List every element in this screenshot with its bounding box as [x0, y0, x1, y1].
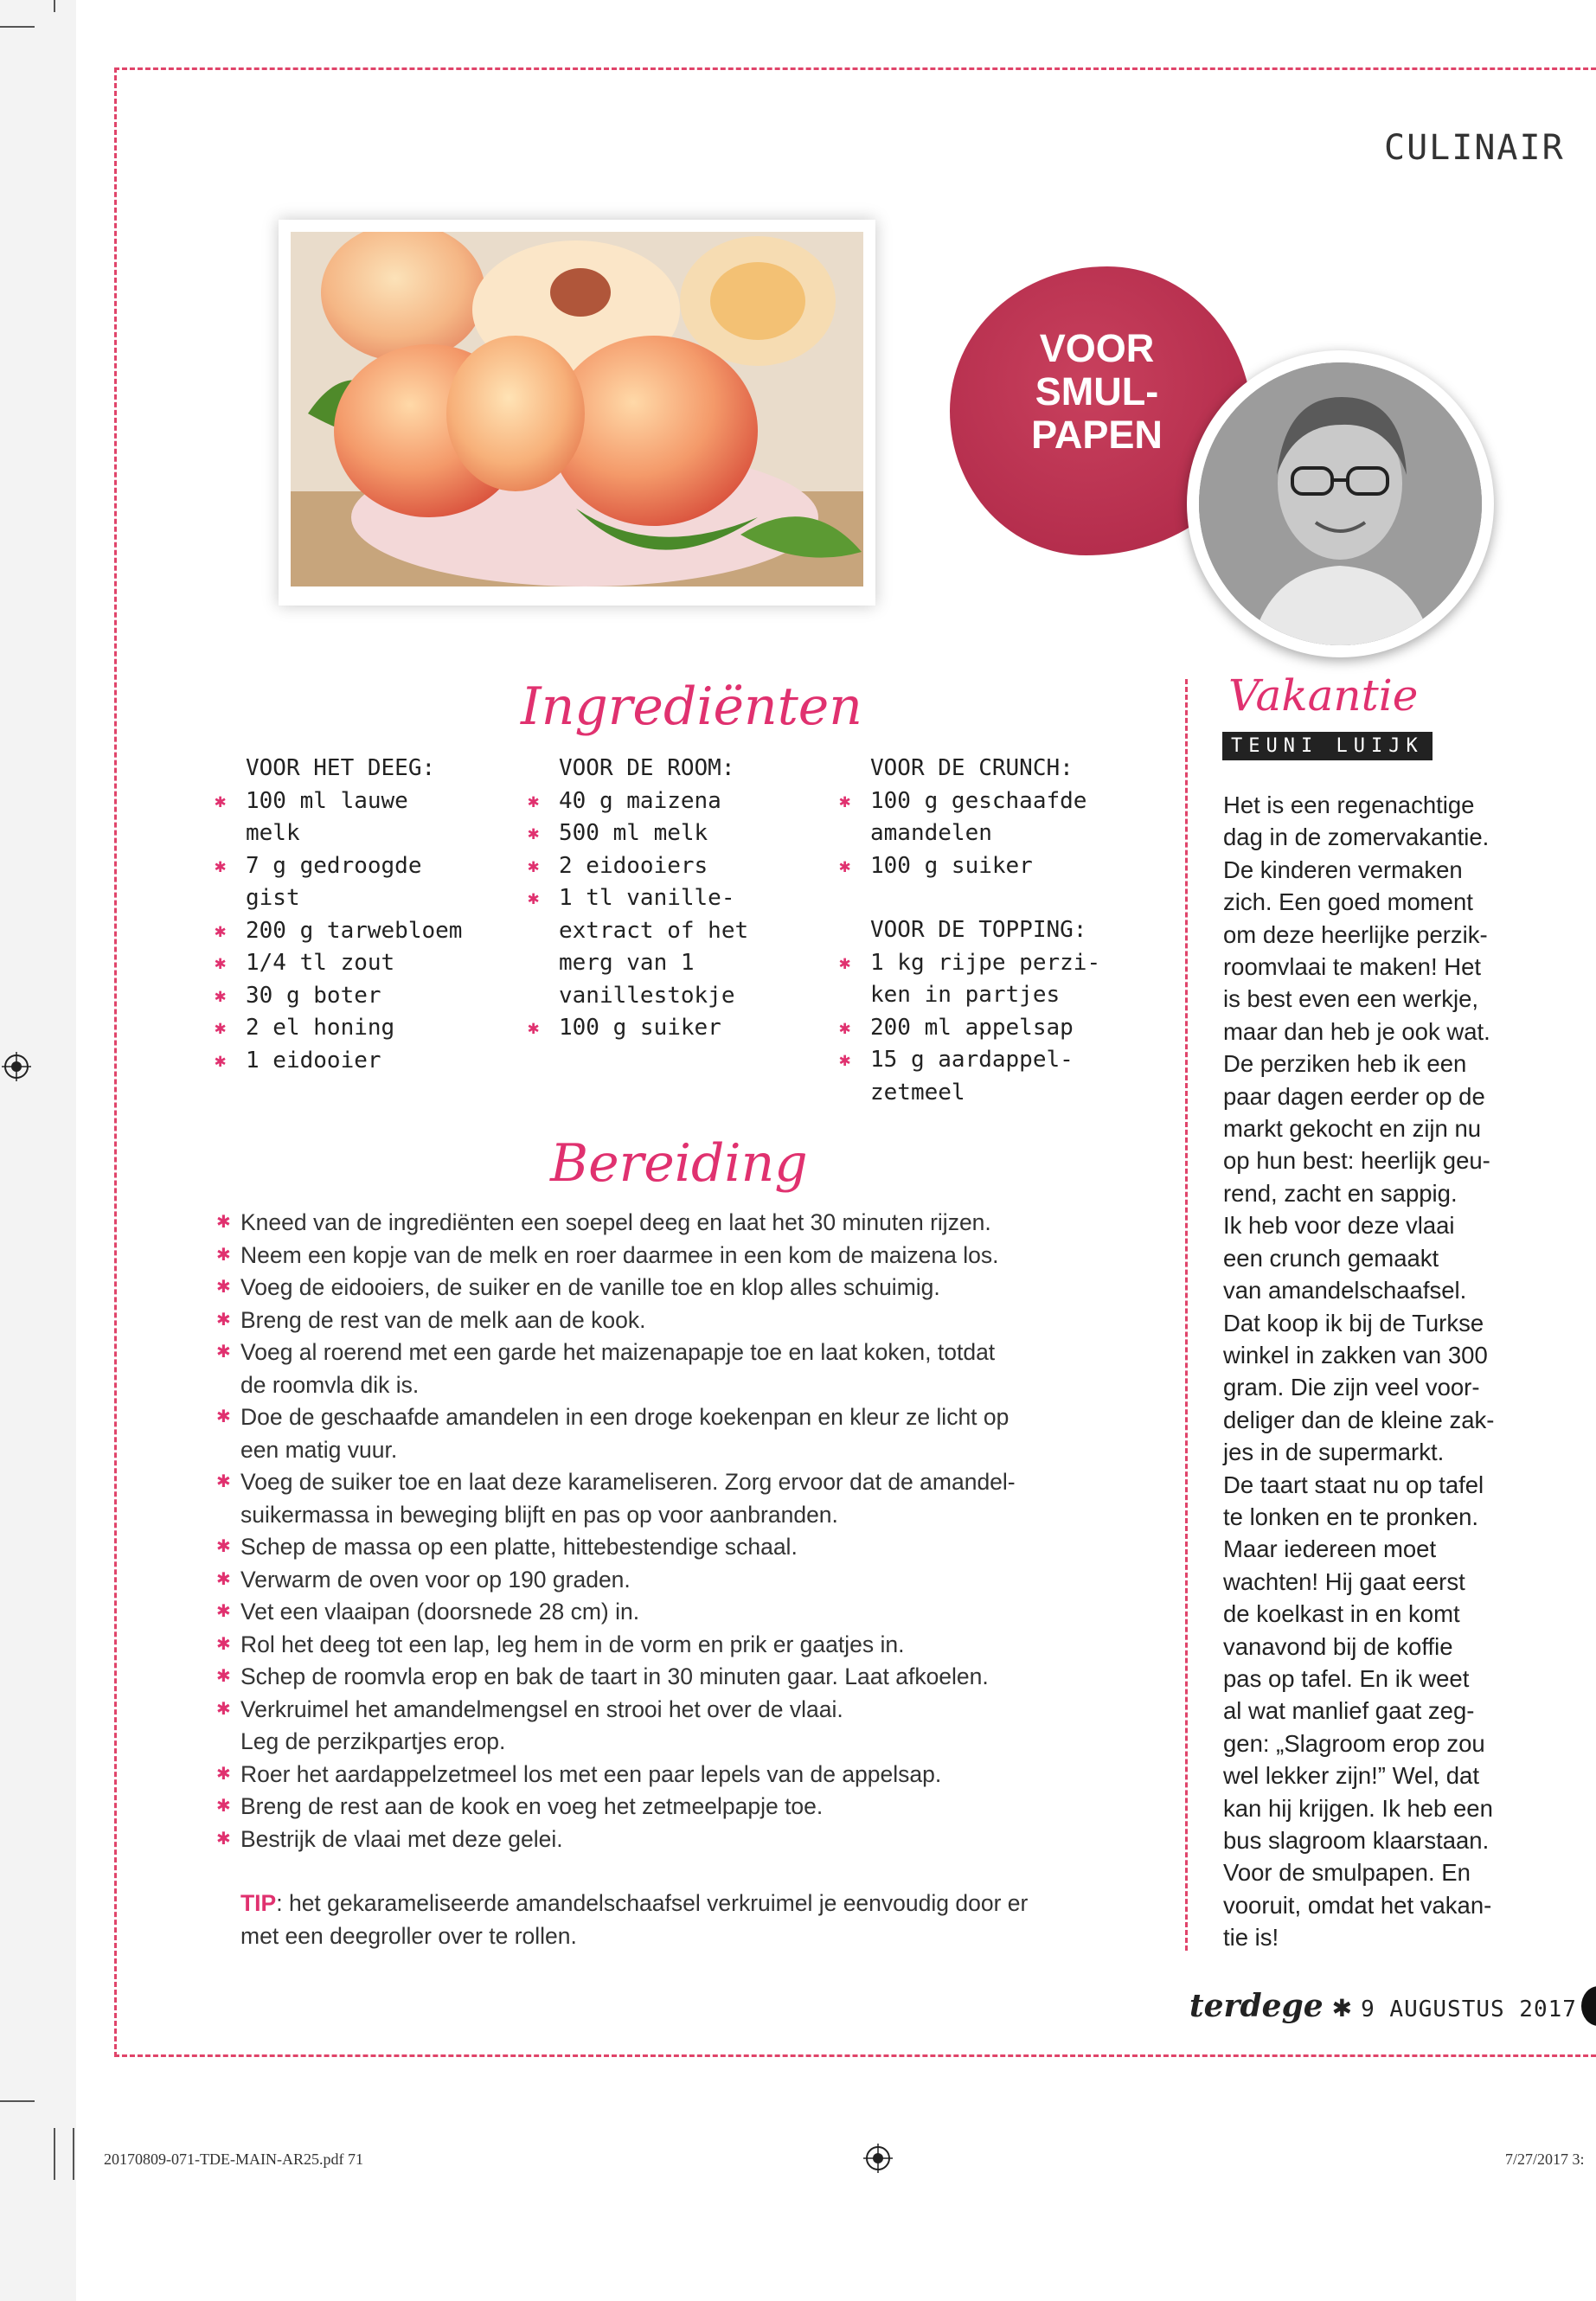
ingredient-line: ✱ 1 tl vanille- — [559, 885, 735, 911]
column-line: gen: „Slagroom erop zou — [1223, 1729, 1485, 1757]
ingredients-subheading: VOOR HET DEEG: — [246, 755, 436, 781]
preparation-step-line: ✱ Verkruimel het amandelmengsel en strooi het over de vlaai. — [240, 1695, 843, 1722]
column-line: wel lekker zijn!” Wel, dat — [1223, 1762, 1479, 1790]
issue-date: 9 AUGUSTUS 2017 — [1361, 1997, 1577, 2022]
ingredient-line: gist — [246, 885, 300, 911]
preparation-step-line: de roomvla dik is. — [240, 1371, 420, 1398]
preparation-step-line: ✱ Voeg de suiker toe en laat deze karameliseren. Zorg ervoor dat de amandel- — [240, 1469, 1016, 1495]
preparation-heading: Bereiding — [550, 1133, 808, 1194]
ingredients-subheading: VOOR DE ROOM: — [559, 755, 735, 781]
tip-paragraph — [240, 1888, 1088, 1952]
preparation-steps — [216, 1207, 1081, 1856]
preparation-step — [216, 1823, 1081, 1856]
column-line: van amandelschaafsel. — [1223, 1277, 1467, 1304]
print-slug-file: 20170809-071-TDE-MAIN-AR25.pdf 71 — [104, 2150, 363, 2168]
preparation-step-line: ✱ Breng de rest van de melk aan de kook. — [240, 1306, 646, 1333]
preparation-step-line: ✱ Neem een kopje van de melk en roer daarmee in een kom de maizena los. — [240, 1241, 999, 1268]
preparation-step-line: ✱ Kneed van de ingrediënten een soepel deeg en laat het 30 minuten rijzen. — [240, 1209, 991, 1235]
column-line: pas op tafel. En ik weet — [1223, 1664, 1470, 1692]
ingredient-line: ✱ 500 ml melk — [559, 820, 708, 846]
ingredients-subheading: VOOR DE CRUNCH: — [870, 755, 1074, 781]
preparation-step — [216, 1759, 1081, 1791]
column-line: is best even een werkje, — [1223, 985, 1479, 1013]
preparation-step-line: ✱ Vet een vlaaipan (doorsnede 28 cm) in. — [240, 1599, 640, 1625]
ingredient-line: amandelen — [870, 820, 992, 846]
column-line: Maar iedereen moet — [1223, 1535, 1437, 1563]
preparation-step — [216, 1629, 1081, 1662]
ingredient-line: ✱ 7 g gedroogde — [246, 852, 422, 879]
column-line: markt gekocht en zijn nu — [1223, 1115, 1482, 1143]
registration-mark-icon — [863, 2144, 893, 2173]
star-icon: ✱ — [1331, 1995, 1353, 2022]
preparation-step — [216, 1596, 1081, 1629]
author-name-tag: TEUNI LUIJK — [1222, 732, 1433, 760]
ingredient-item — [839, 1012, 1100, 1045]
page-footer — [1189, 1988, 1577, 2024]
peaches-image — [291, 232, 863, 586]
magazine-logo: terdege — [1189, 1988, 1324, 2024]
ingredient-item — [839, 785, 1100, 850]
ingredients-crunch-column — [839, 753, 1100, 1109]
ingredient-line: ✱ 15 g aardappel- — [870, 1047, 1074, 1073]
ingredients-heading: Ingrediënten — [521, 676, 862, 737]
column-line: zich. Een goed moment — [1223, 888, 1473, 916]
ingredient-line: ✱ 100 g suiker — [559, 1015, 721, 1041]
column-line: vanavond bij de koffie — [1223, 1632, 1453, 1660]
column-line: rend, zacht en sappig. — [1223, 1179, 1458, 1207]
column-line: dag in de zomervakantie. — [1223, 824, 1490, 851]
column-line: maar dan heb je ook wat. — [1223, 1017, 1490, 1045]
preparation-step-line: ✱ Schep de roomvla erop en bak de taart in 30 minuten gaar. Laat afkoelen. — [240, 1663, 989, 1689]
preparation-step-line: ✱ Schep de massa op een platte, hittebestendige schaal. — [240, 1534, 798, 1560]
preparation-step — [216, 1791, 1081, 1823]
preparation-step-line: Leg de perzikpartjes erop. — [240, 1728, 506, 1754]
ingredient-item — [215, 915, 462, 948]
ingredients-dough-column — [215, 753, 462, 1077]
column-line: Het is een regenachtige — [1223, 792, 1475, 818]
column-line: bus slagroom klaarstaan. — [1223, 1827, 1490, 1854]
ingredient-item — [215, 947, 462, 980]
ingredient-line: melk — [246, 820, 300, 846]
peaches-photo — [279, 220, 875, 606]
preparation-step — [216, 1207, 1081, 1240]
column-line: op hun best: heerlijk geu- — [1223, 1147, 1490, 1175]
column-line: De kinderen vermaken — [1223, 856, 1463, 883]
column-line: een crunch gemaakt — [1223, 1244, 1439, 1272]
ingredient-line: ✱ 100 ml lauwe — [246, 787, 408, 814]
preparation-step — [216, 1466, 1081, 1531]
column-line: Dat koop ik bij de Turkse — [1223, 1309, 1484, 1336]
ingredient-line: extract of het — [559, 917, 749, 944]
preparation-step — [216, 1694, 1081, 1759]
ingredient-item — [215, 785, 462, 850]
column-line: roomvlaai te maken! Het — [1223, 953, 1482, 981]
title-badge-line: SMUL- — [1035, 369, 1159, 413]
ingredients-cream-column — [528, 753, 748, 1045]
column-line: jes in de supermarkt. — [1223, 1439, 1445, 1466]
column-title: Vakantie — [1228, 670, 1419, 721]
preparation-step — [216, 1272, 1081, 1304]
ingredient-line: ✱ 100 g suiker — [870, 852, 1033, 879]
ingredient-line: ken in partjes — [870, 982, 1061, 1008]
column-line: om deze heerlijke perzik- — [1223, 920, 1488, 948]
tip-label: TIP — [240, 1890, 277, 1916]
ingredient-item — [215, 1012, 462, 1045]
preparation-step-line: ✱ Voeg de eidooiers, de suiker en de vanille toe en klop alles schuimig. — [240, 1274, 940, 1300]
ingredients-subheading: VOOR DE TOPPING: — [870, 917, 1087, 943]
ingredient-item — [839, 850, 1100, 883]
ingredient-item — [839, 1044, 1100, 1109]
preparation-step-line: ✱ Verwarm de oven voor op 190 graden. — [240, 1566, 631, 1593]
ingredient-item — [528, 1012, 748, 1045]
preparation-step-line: ✱ Rol het deeg tot een lap, leg hem in de vorm en prik er gaatjes in. — [240, 1631, 905, 1657]
preparation-step-line: ✱ Bestrijk de vlaai met deze gelei. — [240, 1825, 563, 1852]
crop-mark — [0, 2100, 35, 2102]
ingredient-line: ✱ 1 kg rijpe perzi- — [870, 949, 1101, 976]
ingredient-line: ✱ 200 ml appelsap — [870, 1014, 1074, 1041]
column-divider — [1185, 679, 1188, 1951]
preparation-step-line: ✱ Roer het aardappelzetmeel los met een paar lepels van de appelsap. — [240, 1760, 942, 1787]
print-slug-date: 7/27/2017 3: — [1505, 2150, 1585, 2168]
column-line: al wat manlief gaat zeg- — [1223, 1697, 1475, 1725]
preparation-step — [216, 1531, 1081, 1564]
column-body — [1223, 789, 1526, 1954]
ingredient-line: ✱ 2 el honing — [246, 1015, 395, 1041]
ingredient-item — [528, 785, 748, 818]
ingredient-line: ✱ 30 g boter — [246, 982, 381, 1009]
title-badge-line: VOOR — [1039, 326, 1155, 370]
column-line: kan hij krijgen. Ik heb een — [1223, 1794, 1493, 1822]
title-badge-line: PAPEN — [1031, 413, 1163, 457]
preparation-step — [216, 1661, 1081, 1694]
ingredient-item — [528, 882, 748, 1012]
column-line: deliger dan de kleine zak- — [1223, 1406, 1495, 1433]
tip-text: : het gekarameliseerde amandelschaafsel verkruimel je eenvoudig door er — [276, 1890, 1029, 1916]
column-line: De taart staat nu op tafel — [1223, 1471, 1484, 1498]
ingredient-line: ✱ 100 g geschaafde — [870, 787, 1087, 814]
preparation-step-line: ✱ Voeg al roerend met een garde het maizenapapje toe en laat koken, totdat — [240, 1339, 996, 1365]
ingredient-line: ✱ 1 eidooier — [246, 1047, 381, 1074]
column-line: Voor de smulpapen. En — [1223, 1859, 1471, 1887]
column-line: wachten! Hij gaat eerst — [1223, 1567, 1465, 1595]
ingredient-line: zetmeel — [870, 1079, 965, 1106]
crop-mark — [73, 2128, 74, 2180]
column-line: tie is! — [1223, 1924, 1279, 1952]
column-line: Ik heb voor deze vlaai — [1223, 1212, 1455, 1240]
section-label: CULINAIR — [1384, 128, 1565, 168]
ingredient-item — [215, 850, 462, 915]
preparation-step — [216, 1240, 1081, 1272]
title-badge — [1002, 327, 1192, 457]
ingredient-item — [528, 817, 748, 850]
column-line: paar dagen eerder op de — [1223, 1082, 1485, 1110]
preparation-step-line: ✱ Breng de rest aan de kook en voeg het zetmeelpapje toe. — [240, 1793, 824, 1819]
author-portrait — [1187, 350, 1494, 657]
ingredient-item — [528, 850, 748, 883]
ingredient-item — [215, 1045, 462, 1078]
preparation-step-line: suikermassa in beweging blijft en pas op voor aanbranden. — [240, 1501, 838, 1528]
column-line: te lonken en te pronken. — [1223, 1503, 1479, 1530]
tip-text: met een deegroller over te rollen. — [240, 1922, 577, 1949]
ingredient-line: ✱ 200 g tarwebloem — [246, 917, 463, 944]
column-line: De perziken heb ik een — [1223, 1050, 1467, 1078]
crop-mark — [54, 0, 55, 12]
ingredient-line: ✱ 2 eidooiers — [559, 852, 708, 879]
preparation-step — [216, 1564, 1081, 1597]
preparation-step-line: ✱ Doe de geschaafde amandelen in een droge koekenpan en kleur ze licht op — [240, 1404, 1010, 1430]
column-line: de koelkast in en komt — [1223, 1600, 1460, 1628]
ingredient-line: vanillestokje — [559, 982, 735, 1009]
preparation-step — [216, 1401, 1081, 1466]
preparation-step — [216, 1336, 1081, 1401]
ingredient-item — [215, 980, 462, 1013]
registration-mark-icon — [2, 1052, 31, 1081]
ingredient-item — [839, 947, 1100, 1012]
ingredient-line: ✱ 40 g maizena — [559, 787, 721, 814]
author-photo — [1199, 362, 1482, 645]
crop-mark — [0, 26, 35, 28]
column-line: winkel in zakken van 300 — [1223, 1341, 1488, 1368]
crop-mark — [54, 2128, 55, 2180]
preparation-step — [216, 1304, 1081, 1337]
column-line: gram. Die zijn veel voor- — [1223, 1374, 1480, 1401]
ingredient-line: ✱ 1/4 tl zout — [246, 950, 395, 976]
preparation-step-line: een matig vuur. — [240, 1436, 398, 1463]
column-line: vooruit, omdat het vakan- — [1223, 1891, 1492, 1919]
ingredient-line: merg van 1 — [559, 950, 695, 976]
page-gutter — [0, 0, 76, 2301]
